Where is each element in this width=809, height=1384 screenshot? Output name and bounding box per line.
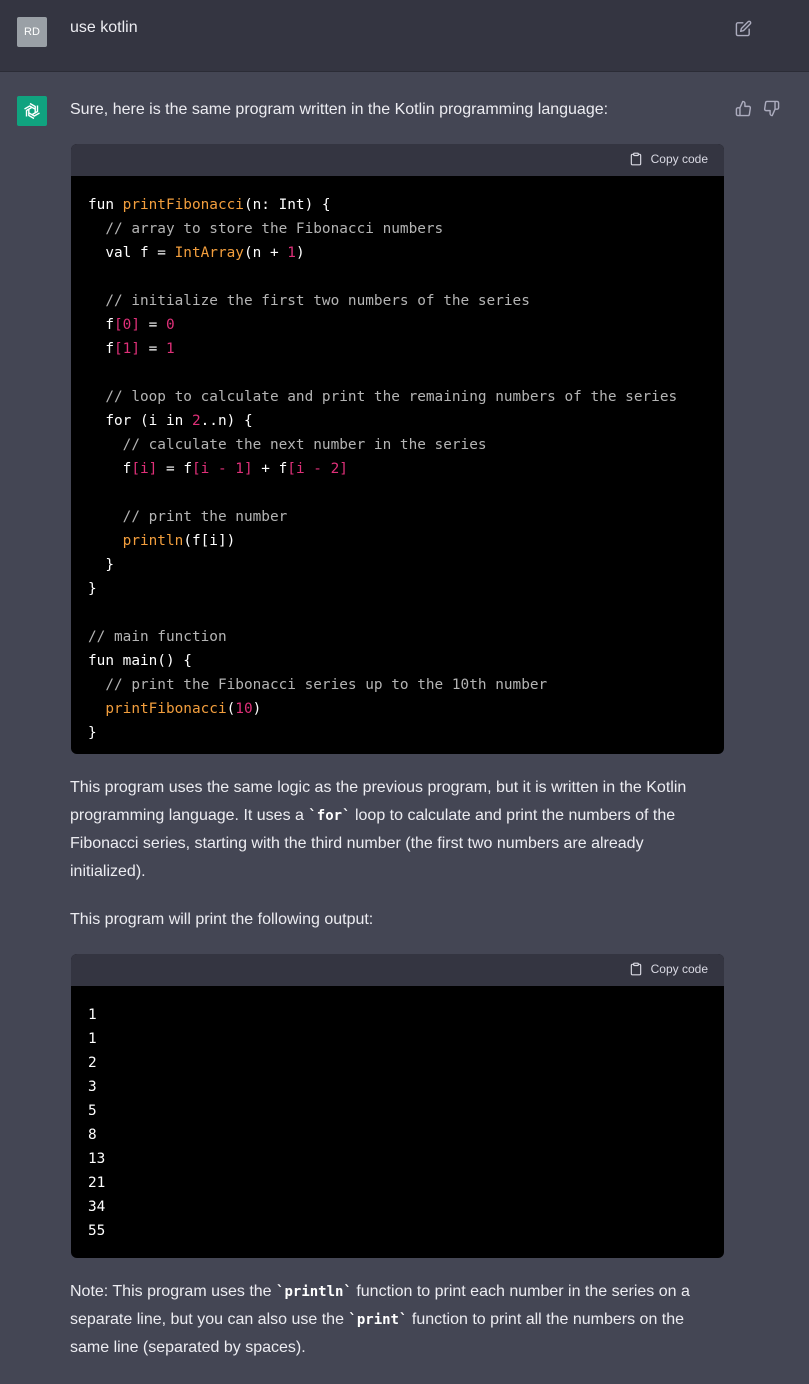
code-token: printFibonacci: [122, 197, 244, 213]
code-block-header: [71, 954, 724, 986]
code-token: [1]: [114, 341, 140, 357]
code-token: [0]: [114, 317, 140, 333]
code-token: 2: [191, 413, 201, 429]
code-token: fun main() {: [88, 653, 192, 669]
code-token: = f: [157, 461, 192, 477]
copy-code-button[interactable]: [629, 962, 708, 976]
code-token: f: [88, 317, 114, 333]
code-token: 0: [166, 317, 175, 333]
output-line: 8: [88, 1127, 97, 1143]
code-token: + f: [252, 461, 288, 477]
code-token: 1: [166, 341, 175, 357]
code-token: f: [88, 461, 132, 477]
user-message-row: [0, 0, 809, 72]
code-token: [i - 1]: [191, 461, 253, 477]
note-text: Note: This program uses the `println` function to print each number in the series on a separate line, but you can also use the `print` function to print all the numbers on the same line (separated by spaces).: [70, 1283, 690, 1356]
assistant-intro-text: Sure, here is the same program written in the Kotlin programming language:: [70, 101, 609, 118]
copy-code-button[interactable]: [629, 152, 708, 166]
code-token: IntArray: [174, 245, 244, 261]
output-line: 34: [88, 1199, 106, 1215]
code-token: println: [88, 533, 184, 549]
inline-code: `for`: [308, 808, 351, 824]
clipboard-icon: [629, 152, 643, 166]
code-token: ..n) {: [200, 413, 253, 429]
output-line: 13: [88, 1151, 106, 1167]
code-token: // initialize the first two numbers of the series: [88, 293, 530, 309]
output-line: 55: [88, 1223, 106, 1239]
output-line: 5: [88, 1103, 97, 1119]
explanation-text: This program uses the same logic as the previous program, but it is written in the Kotlin programming language. It uses a `for` loop to calculate and print the numbers of the Fibonacci series, starting with the third number (the first two numbers are already initialized).: [70, 779, 687, 880]
output-intro-text: This program will print the following output:: [70, 911, 374, 928]
copy-code-label: Copy code: [650, 152, 708, 166]
assistant-avatar: [17, 96, 47, 126]
code-token: }: [88, 725, 97, 741]
code-token: 10: [235, 701, 253, 717]
code-token: =: [140, 317, 166, 333]
code-token: // calculate the next number in the series: [88, 437, 487, 453]
output-line: 3: [88, 1079, 97, 1095]
output-line: 21: [88, 1175, 106, 1191]
clipboard-icon: [629, 962, 643, 976]
output-line: 1: [88, 1031, 97, 1047]
code-token: // print the number: [88, 509, 288, 525]
code-token: (n: Int) {: [243, 197, 331, 213]
code-token: (n +: [243, 245, 288, 261]
inline-code: `println`: [276, 1284, 352, 1300]
code-block-output: [71, 954, 724, 1258]
code-token: for (i in: [88, 413, 192, 429]
output-line: 1: [88, 1007, 97, 1023]
thumbs-up-icon[interactable]: [735, 100, 752, 117]
code-token: printFibonacci: [88, 701, 227, 717]
code-token: (: [226, 701, 236, 717]
kotlin-code: [71, 176, 724, 745]
openai-logo-icon: [22, 101, 42, 121]
code-token: ): [252, 701, 262, 717]
code-token: // loop to calculate and print the remaining numbers of the series: [88, 389, 678, 405]
inline-code: `print`: [348, 1312, 408, 1328]
code-token: [i]: [131, 461, 158, 477]
output-line: 2: [88, 1055, 97, 1071]
code-token: // array to store the Fibonacci numbers: [88, 221, 444, 237]
code-token: }: [88, 557, 114, 573]
user-avatar: RD: [17, 17, 47, 47]
code-token: ): [295, 245, 305, 261]
code-token: // print the Fibonacci series up to the 10th number: [88, 677, 548, 693]
code-token: val f =: [88, 245, 175, 261]
user-message-text: use kotlin: [70, 19, 138, 36]
code-token: [i - 2]: [287, 461, 348, 477]
thumbs-down-icon[interactable]: [763, 100, 780, 117]
output-code: [71, 986, 724, 1243]
code-token: f: [88, 341, 114, 357]
code-token: =: [140, 341, 166, 357]
code-block-header: [71, 144, 724, 176]
code-block-kotlin: [71, 144, 724, 754]
edit-icon[interactable]: [735, 20, 752, 37]
copy-code-label: Copy code: [650, 962, 708, 976]
code-token: }: [88, 581, 97, 597]
code-token: (f[i]): [183, 533, 236, 549]
code-token: 1: [287, 245, 296, 261]
code-token: fun: [88, 197, 123, 213]
code-token: // main function: [88, 629, 227, 645]
assistant-message-row: [0, 72, 809, 1384]
